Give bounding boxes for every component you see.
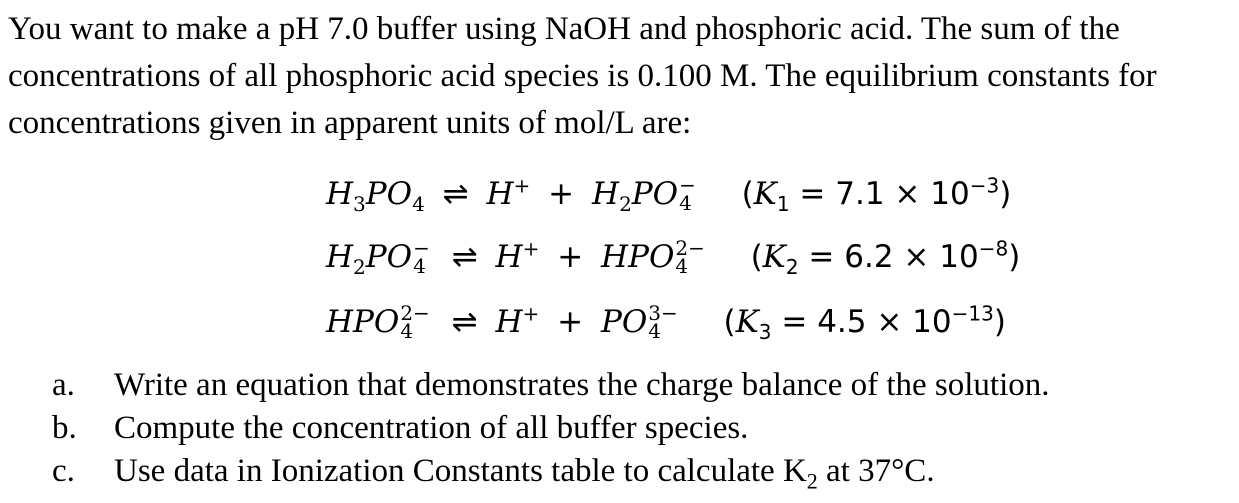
list-item: [52, 364, 1050, 407]
product-h-plus: H+: [495, 302, 540, 341]
product-po4: PO 3− 4: [601, 300, 678, 343]
reactant-h3po4: $H_3PO_4$: [326, 176, 425, 217]
list-marker: b.: [52, 410, 77, 446]
reactant-hpo4: HPO 2− 4: [326, 300, 430, 343]
equilibrium-equation-1: $H_3PO_4$ ⇌ $H^+ + H_2PO$ − 4 $(K_1 = 7.1 \times 10^{-3})$: [326, 172, 1012, 217]
k2-expression: $(K_2 = 6.2 \times 10^{-8})$: [750, 237, 1021, 280]
question-text: Compute the concentration of all buffer species.: [114, 410, 749, 446]
question-list: [52, 364, 1050, 503]
equilibrium-arrow-icon: ⇌: [451, 239, 478, 276]
equilibrium-equation-3: HPO 2− 4 ⇌ H+ + PO 3− 4 $(K_3 = 4.5 \times 10^{-13})$: [326, 300, 1006, 345]
statement-line-3: concentrations given in apparent units of mol/L are:: [8, 105, 692, 141]
product-h2po4: $H_2PO$ − 4: [592, 172, 696, 217]
list-item: [52, 450, 1050, 503]
statement-line-1: You want to make a pH 7.0 buffer using NaOH and phosphoric acid. The sum of the: [8, 11, 1120, 47]
statement-line-2: concentrations of all phosphoric acid species is 0.100 M. The equilibrium constants for: [8, 58, 1157, 94]
question-text: Use data in Ionization Constants table to calculate $K_2$ at 37°C.: [114, 453, 935, 494]
product-h-plus: H+: [486, 174, 531, 213]
k3-expression: $(K_3 = 4.5 \times 10^{-13})$: [723, 302, 1006, 345]
question-text: Write an equation that demonstrates the charge balance of the solution.: [114, 367, 1050, 403]
list-marker: c.: [52, 453, 75, 489]
equilibrium-equation-2: $H_2PO$ − 4 ⇌ H+ + HPO 2− 4 $(K_2 = 6.2 \times 10^{-8})$: [326, 235, 1021, 280]
list-item: [52, 407, 1050, 450]
k1-expression: $(K_1 = 7.1 \times 10^{-3})$: [741, 174, 1012, 217]
equilibrium-arrow-icon: ⇌: [442, 176, 469, 213]
reactant-h2po4: $H_2PO$ − 4: [326, 235, 430, 280]
list-marker: a.: [52, 367, 75, 403]
product-h-plus: H+: [495, 237, 540, 276]
problem-statement: [8, 6, 1236, 147]
product-hpo4: HPO 2− 4: [601, 235, 705, 278]
equilibrium-arrow-icon: ⇌: [451, 304, 478, 341]
